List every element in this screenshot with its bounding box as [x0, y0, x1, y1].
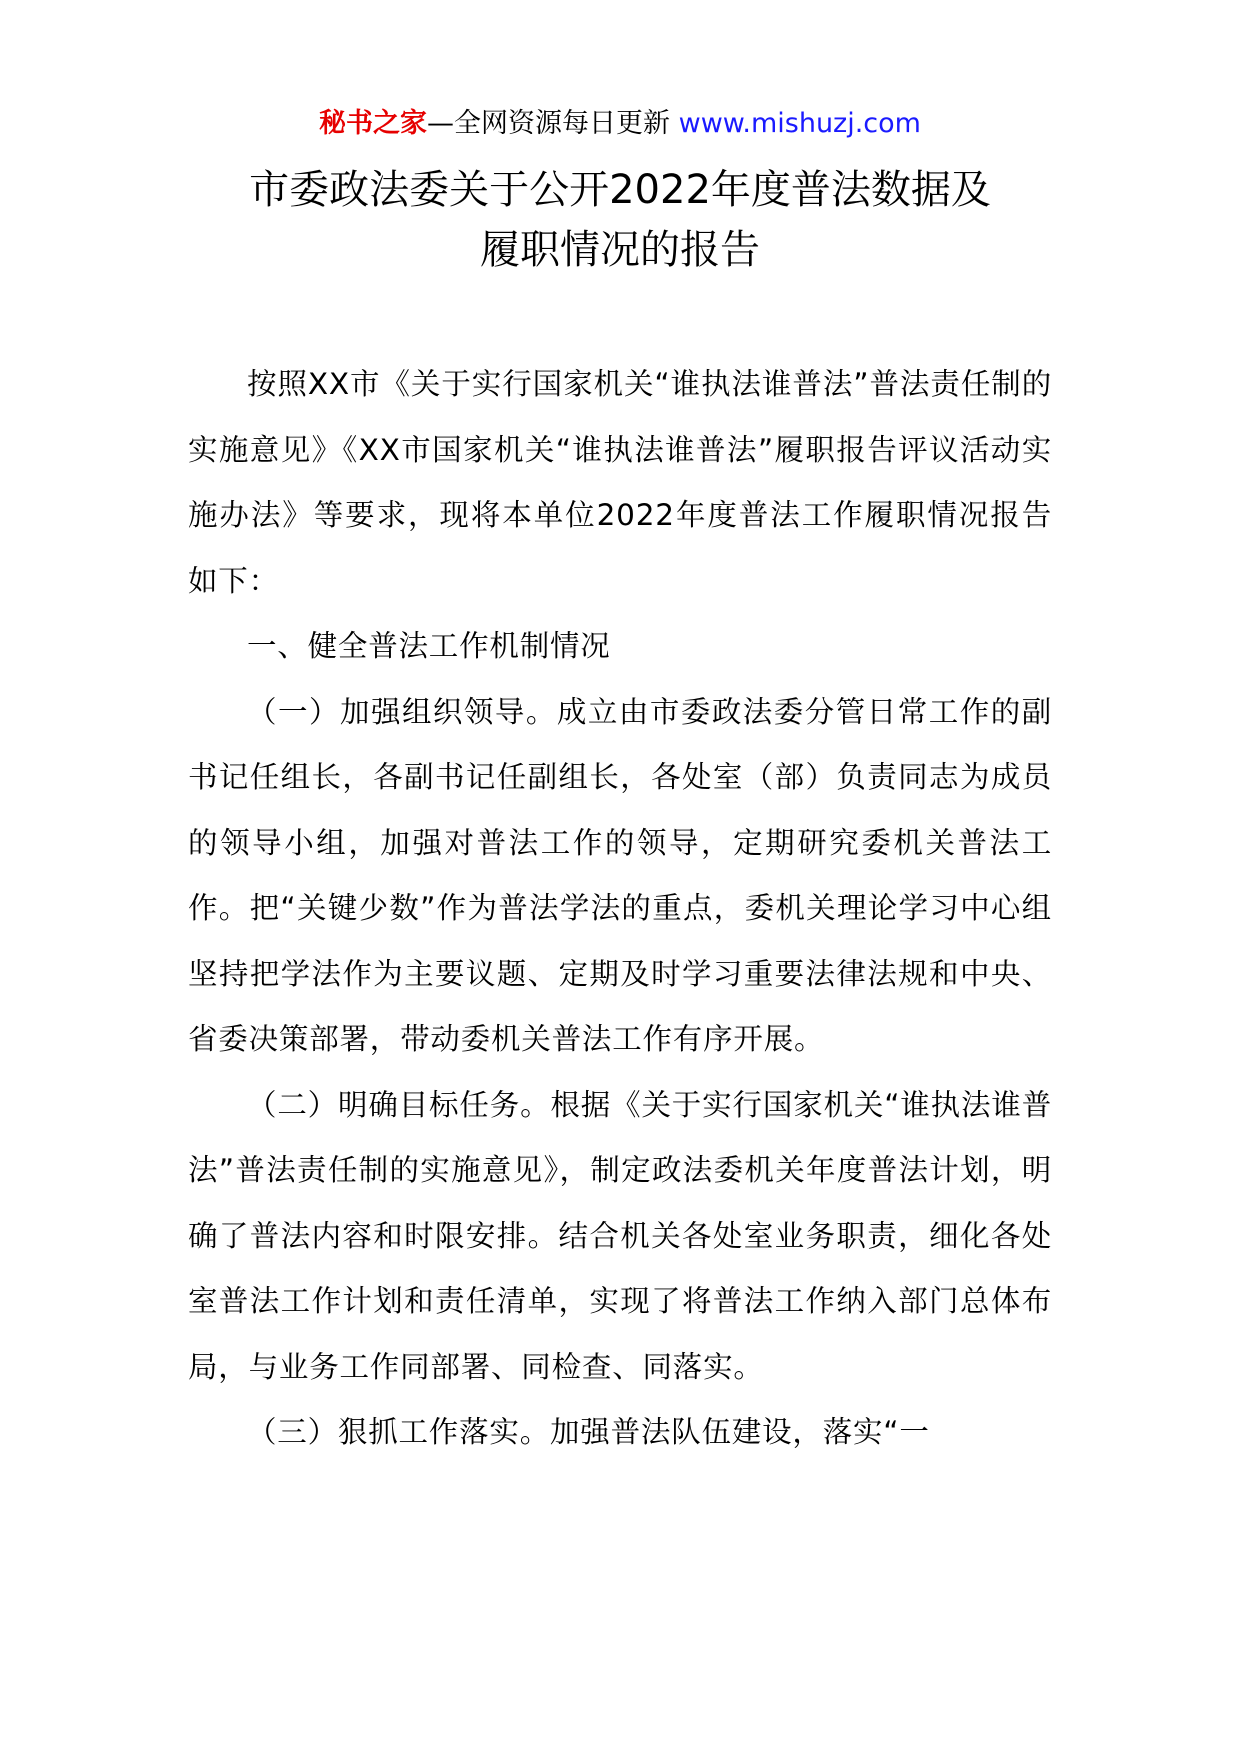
site-header — [0, 104, 1240, 144]
body-paragraph-2: （二）明确目标任务。根据《关于实行国家机关“谁执法谁普法”普法责任制的实施意见》，制定政法委机关年度普法计划，明确了普法内容和时限安排。结合机关各处室业务职责，细化各处室普法工作计划和责任清单，实现了将普法工作纳入部门总体布局，与业务工作同部署、同检查、同落实。 — [188, 1087, 1052, 1384]
title-line-1: 市委政法委关于公开2022年度普法数据及 — [249, 167, 991, 213]
document-body — [188, 352, 1052, 1466]
section-heading-1: 一、健全普法工作机制情况 — [247, 629, 611, 663]
body-paragraph-intro: 按照XX市《关于实行国家机关“谁执法谁普法”普法责任制的实施意见》《XX市国家机关“谁执法谁普法”履职报告评议活动实施办法》等要求，现将本单位2022年度普法工作履职情况报告如下： — [188, 367, 1052, 598]
site-tagline: —全网资源每日更新 — [427, 108, 679, 139]
site-url-link[interactable]: www.mishuzj.com — [678, 108, 921, 139]
body-paragraph-1: （一）加强组织领导。成立由市委政法委分管日常工作的副书记任组长，各副书记任副组长，各处室（部）负责同志为成员的领导小组，加强对普法工作的领导，定期研究委机关普法工作。把“关键少数”作为普法学法的重点，委机关理论学习中心组坚持把学法作为主要议题、定期及时学习重要法律法规和中央、省委决策部署，带动委机关普法工作有序开展。 — [188, 694, 1052, 1056]
title-line-2: 履职情况的报告 — [480, 227, 760, 273]
site-brand: 秘书之家 — [319, 108, 428, 139]
body-paragraph-3: （三）狠抓工作落实。加强普法队伍建设，落实“一 — [247, 1415, 930, 1449]
document-title — [0, 160, 1240, 280]
